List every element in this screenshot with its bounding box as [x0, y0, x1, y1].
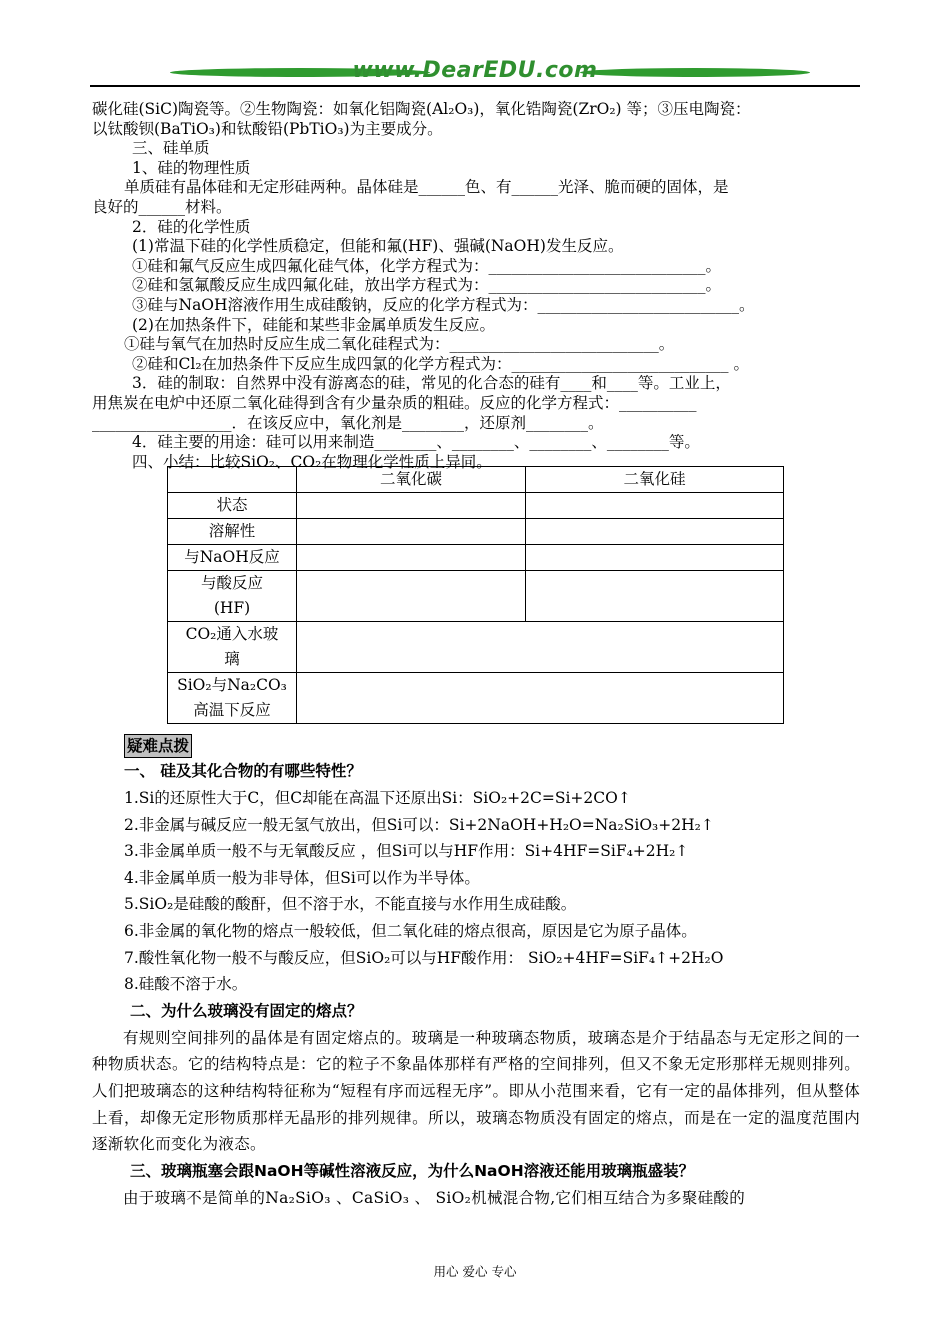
chemical-properties-2: (2)在加热条件下，硅能和某些非金属单质发生反应。	[132, 315, 495, 334]
property-item-4: 4.非金属单质一般为非导体，但Si可以作为半导体。	[124, 868, 480, 887]
row-label-solubility: 溶解性	[168, 519, 297, 545]
row-label-sio2-na2co3	[168, 673, 297, 724]
question-3-heading: 三、玻璃瓶塞会跟NaOH等碱性溶液反应，为什么NaOH溶液还能用玻璃瓶盛装？	[130, 1161, 695, 1180]
chemical-properties-title: 2．硅的化学性质	[132, 217, 251, 236]
chemical-properties-1c: ③硅与NaOH溶液作用生成硅酸钠，反应的化学方程式为：__________________________。	[132, 295, 755, 314]
section-title-silicon: 三、硅单质	[132, 139, 210, 158]
property-item-5: 5.SiO₂是硅酸的酸酐，但不溶于水，不能直接与水作用生成硅酸。	[124, 895, 577, 914]
row-label-acid-line-2: (HF)	[213, 599, 251, 617]
header-divider	[90, 85, 860, 87]
table-cell	[526, 519, 784, 545]
chemical-properties-2b: ②硅和Cl₂在加热条件下反应生成四氯的化学方程式为：____________________________ 。	[132, 354, 749, 373]
main-content	[92, 100, 862, 472]
table-header-sio2: 二氧化硅	[526, 467, 784, 493]
table-row	[168, 622, 784, 673]
preparation-line-3: __________________．在该反应中，氧化剂是________，还原剂________。	[92, 413, 604, 432]
physical-properties-line-2: 良好的______材料。	[92, 197, 232, 216]
property-item-1: 1.Si的还原性大于C，但C却能在高温下还原出Si：SiO₂+2C=Si+2CO↑	[124, 789, 631, 807]
comparison-table	[167, 466, 784, 724]
row-label-co2-line-1: CO₂通入水玻	[185, 625, 279, 643]
property-item-3: 3.非金属单质一般不与无氧酸反应 ，但Si可以与HF作用：Si+4HF=SiF₄+2H₂↑	[124, 842, 689, 861]
row-label-sio2-line-1: SiO₂与Na₂CO₃	[177, 676, 287, 694]
site-logo[interactable]: www.DearEDU.com	[352, 58, 598, 83]
row-label-naoh: 与NaOH反应	[168, 545, 297, 571]
table-cell	[526, 571, 784, 622]
table-header-co2: 二氧化碳	[297, 467, 526, 493]
page-header	[90, 58, 860, 94]
chemical-properties-1: (1)常温下硅的化学性质稳定，但能和氟(HF)、强碱(NaOH)发生反应。	[132, 237, 624, 256]
preparation-line-2: 用焦炭在电炉中还原二氧化硅得到含有少量杂质的粗硅。反应的化学方程式：__________	[92, 393, 697, 412]
table-cell	[526, 493, 784, 519]
uses-line: 4．硅主要的用途：硅可以用来制造________、________、________、________等。	[132, 433, 700, 452]
chemical-properties-2a: ①硅与氧气在加热时反应生成二氧化硅程式为：___________________________。	[124, 335, 675, 354]
table-cell	[297, 571, 526, 622]
intro-line-1: 碳化硅(SiC)陶瓷等。②生物陶瓷：如氧化铝陶瓷(Al₂O₃)，氧化锆陶瓷(ZrO₂) 等；③压电陶瓷：	[92, 100, 751, 118]
difficult-points-tag: 疑难点拨	[124, 734, 192, 758]
question-2-heading: 二、为什么玻璃没有固定的熔点？	[130, 1001, 363, 1020]
answer-3-paragraph: 由于玻璃不是简单的Na₂SiO₃ 、CaSiO₃ 、 SiO₂机械混合物,它们相互结合为多聚硅酸的	[123, 1188, 746, 1207]
table-cell-merged	[297, 622, 784, 673]
table-row	[168, 673, 784, 724]
table-cell	[297, 519, 526, 545]
row-label-acid	[168, 571, 297, 622]
difficult-points-section	[92, 734, 864, 1211]
table-cell-merged	[297, 673, 784, 724]
row-label-state: 状态	[168, 493, 297, 519]
table-cell	[168, 467, 297, 493]
physical-properties-line-1: 单质硅有晶体硅和无定形硅两种。晶体硅是______色、有______光泽、脆而硬的固体，是	[124, 178, 729, 197]
table-cell	[297, 493, 526, 519]
table-row	[168, 467, 784, 493]
property-item-8: 8.硅酸不溶于水。	[124, 975, 248, 994]
preparation-line-1: 3．硅的制取：自然界中没有游离态的硅，常见的化合态的硅有____和____等。工业上，	[132, 374, 731, 393]
question-1-heading: 一、 硅及其化合物的有哪些特性？	[124, 762, 362, 780]
summary-line: 四、小结：比较SiO₂、CO₂在物理化学性质上异同。	[132, 452, 492, 471]
answer-2-paragraph: 有规则空间排列的晶体是有固定熔点的。玻璃是一种玻璃态物质，玻璃态是介于结晶态与无定形之间的一种物质状态。它的结构特点是：它的粒子不象晶体那样有严格的空间排列，但又不象无定形那样无规则排列。人们把玻璃态的这种结构特征称为“短程有序而远程无序”。即从小范围来看，它有一定的晶体排列，但从整体上看，却像无定形物质那样无晶形的排列规律。所以，玻璃态物质没有固定的熔点，而是在一定的温度范围内逐渐软化而变化为液态。	[92, 1028, 860, 1154]
table-row	[168, 493, 784, 519]
row-label-acid-line-1: 与酸反应	[200, 574, 263, 592]
table-row	[168, 545, 784, 571]
property-item-2: 2.非金属与碱反应一般无氢气放出，但Si可以：Si+2NaOH+H₂O=Na₂SiO₃+2H₂↑	[124, 815, 714, 834]
table-row	[168, 519, 784, 545]
physical-properties-title: 1、硅的物理性质	[132, 158, 251, 177]
row-label-co2-line-2: 璃	[224, 650, 240, 668]
table-cell	[526, 545, 784, 571]
row-label-sio2-line-2: 高温下反应	[193, 701, 271, 719]
property-item-7: 7.酸性氧化物一般不与酸反应，但SiO₂可以与HF酸作用： SiO₂+4HF=SiF₄↑+2H₂O	[124, 948, 724, 967]
row-label-co2-waterglass	[168, 622, 297, 673]
table-row	[168, 571, 784, 622]
page-footer: 用心 爱心 专心	[433, 1264, 517, 1279]
table-cell	[297, 545, 526, 571]
intro-line-2: 以钛酸钡(BaTiO₃)和钛酸铅(PbTiO₃)为主要成分。	[92, 119, 443, 138]
property-item-6: 6.非金属的氧化物的熔点一般较低，但二氧化硅的熔点很高，原因是它为原子晶体。	[124, 921, 697, 940]
chemical-properties-1b: ②硅和氢氟酸反应生成四氟化硅，放出学方程式为：____________________________。	[132, 276, 722, 295]
chemical-properties-1a: ①硅和氟气反应生成四氟化硅气体，化学方程式为：____________________________。	[132, 256, 722, 275]
